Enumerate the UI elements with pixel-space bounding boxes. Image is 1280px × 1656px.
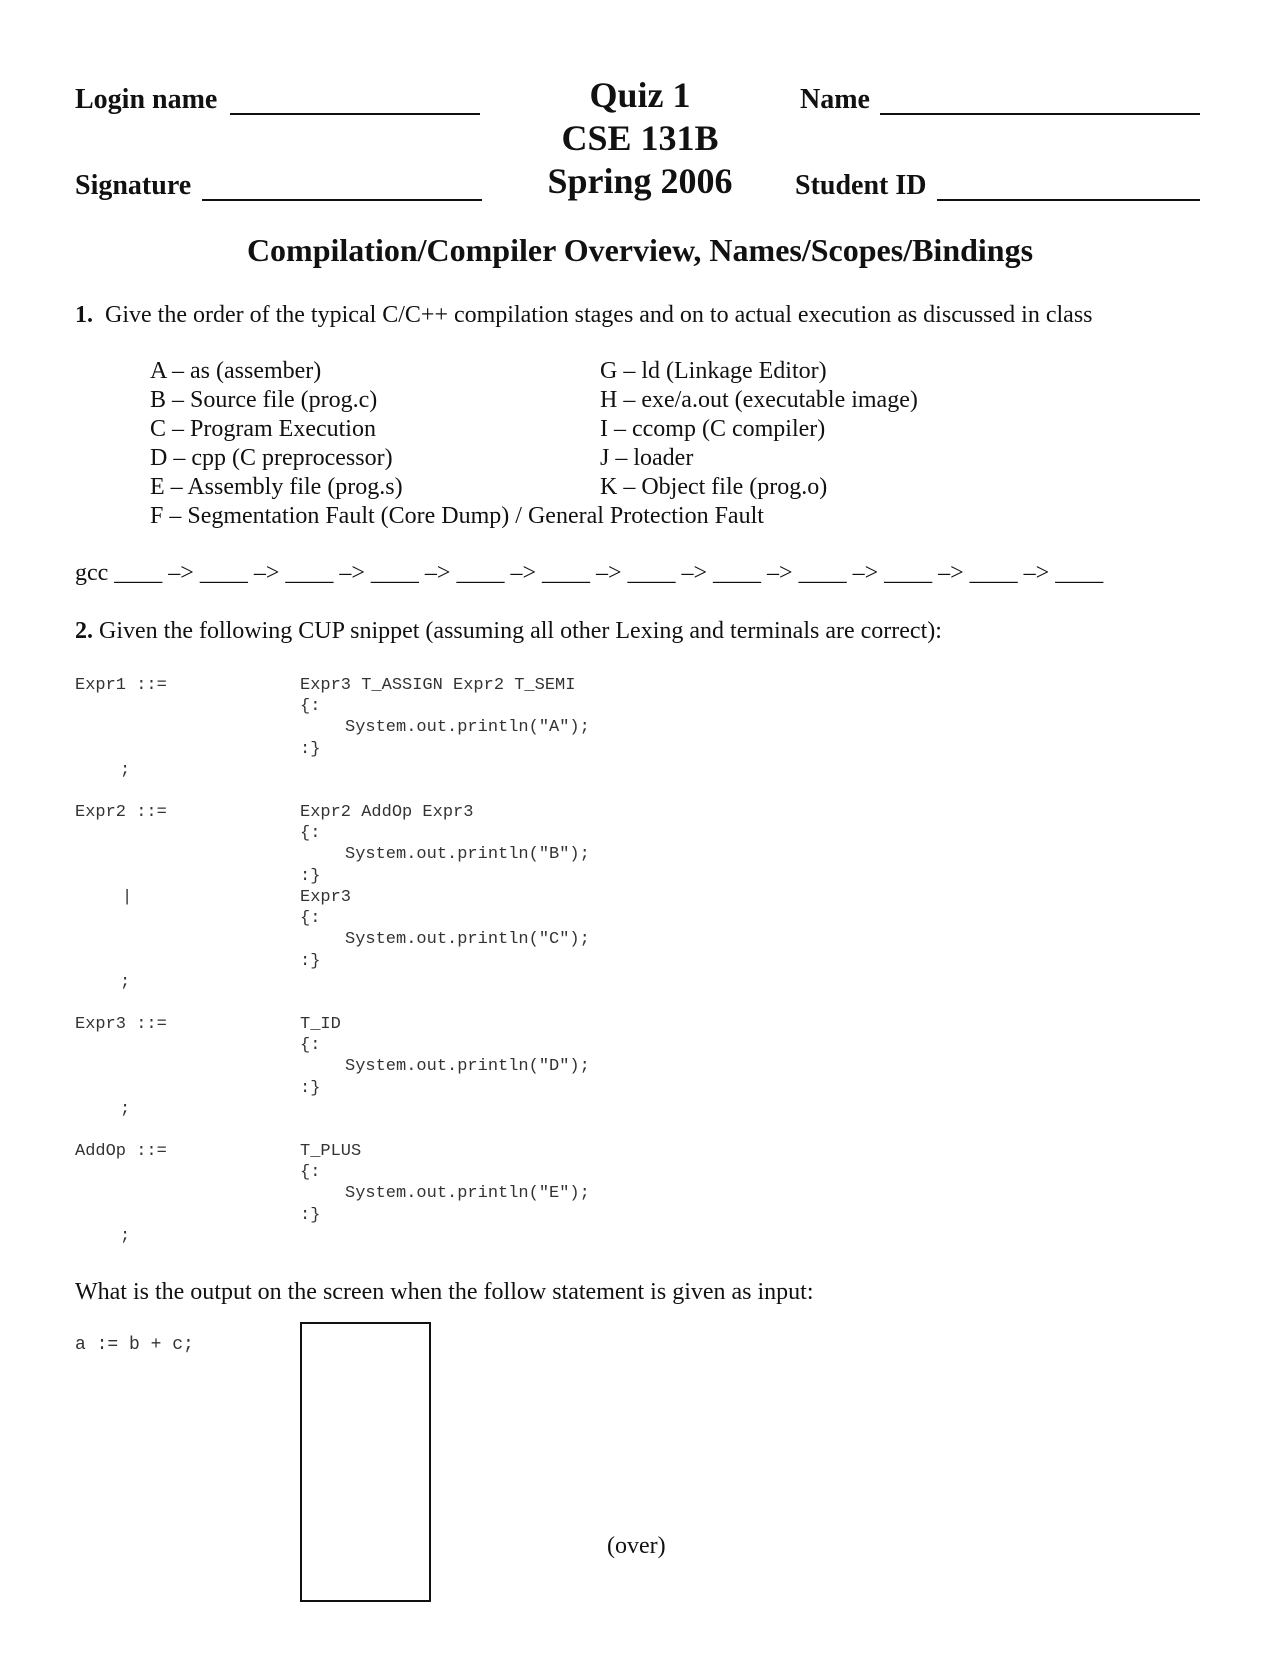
- gcc-answer-line[interactable]: gcc ____ –> ____ –> ____ –> ____ –> ____ –> ____ –> ____ –> ____ –> ____ –> ____ –> ____ –> ____: [75, 560, 1104, 586]
- code-expr3-close: :}: [300, 1079, 321, 1098]
- quiz-title-line-1: Quiz 1: [589, 75, 691, 115]
- input-statement: a := b + c;: [75, 1335, 194, 1355]
- option-b: B – Source file (prog.c): [150, 387, 378, 413]
- code-expr3-rule: T_ID: [300, 1015, 341, 1034]
- over-note: (over): [607, 1533, 666, 1559]
- code-expr1-rule: Expr3 T_ASSIGN Expr2 T_SEMI: [300, 676, 576, 695]
- option-f: F – Segmentation Fault (Core Dump) / General Protection Fault: [150, 503, 764, 529]
- option-c: C – Program Execution: [150, 416, 376, 442]
- code-expr2-open2: {:: [300, 909, 321, 928]
- signature-field[interactable]: [202, 199, 482, 201]
- code-expr1-lhs: Expr1 ::=: [75, 676, 167, 695]
- code-expr3-lhs: Expr3 ::=: [75, 1015, 167, 1034]
- option-a: A – as (assember): [150, 358, 322, 384]
- login-name-field[interactable]: [230, 113, 480, 115]
- question-2-prompt: Given the following CUP snippet (assuming all other Lexing and terminals are correct):: [99, 618, 942, 644]
- student-id-field[interactable]: [937, 199, 1200, 201]
- code-addop-open: {:: [300, 1163, 321, 1182]
- code-expr3-action: System.out.println("D");: [345, 1057, 590, 1076]
- answer-box[interactable]: [300, 1322, 431, 1602]
- code-expr2-action1: System.out.println("B");: [345, 845, 590, 864]
- code-alt-bar: |: [122, 888, 133, 907]
- option-h: H – exe/a.out (executable image): [600, 387, 918, 413]
- code-expr1-action: System.out.println("A");: [345, 718, 590, 737]
- option-g: G – ld (Linkage Editor): [600, 358, 827, 384]
- quiz-title: [520, 74, 760, 203]
- code-expr2-action2: System.out.println("C");: [345, 930, 590, 949]
- options-right: [600, 357, 918, 502]
- option-i: I – ccomp (C compiler): [600, 416, 826, 442]
- question-2: [75, 618, 942, 645]
- code-expr1-semi: ;: [120, 761, 131, 780]
- option-e: E – Assembly file (prog.s): [150, 474, 403, 500]
- option-d: D – cpp (C preprocessor): [150, 445, 393, 471]
- code-expr2-semi: ;: [120, 973, 131, 992]
- code-addop-rule: T_PLUS: [300, 1142, 362, 1161]
- name-field[interactable]: [880, 113, 1200, 115]
- code-expr1-open: {:: [300, 697, 321, 716]
- code-expr2-close2: :}: [300, 952, 321, 971]
- code-expr3-semi: ;: [120, 1100, 131, 1119]
- question-1-prompt: Give the order of the typical C/C++ compilation stages and on to actual execution as discussed in class: [105, 302, 1093, 328]
- output-prompt: What is the output on the screen when the follow statement is given as input:: [75, 1279, 814, 1305]
- login-name-label: Login name: [75, 84, 218, 115]
- code-addop-close: :}: [300, 1206, 321, 1225]
- code-addop-semi: ;: [120, 1227, 131, 1246]
- code-expr2-rule2: Expr3: [300, 888, 352, 907]
- code-expr2-close1: :}: [300, 867, 321, 886]
- student-id-label: Student ID: [795, 170, 927, 201]
- quiz-title-line-3: Spring 2006: [547, 161, 733, 201]
- question-2-number: 2.: [75, 618, 93, 644]
- code-expr2-open1: {:: [300, 824, 321, 843]
- code-addop-action: System.out.println("E");: [345, 1184, 590, 1203]
- section-title: Compilation/Compiler Overview, Names/Scopes/Bindings: [246, 232, 1034, 268]
- question-1: [75, 302, 1093, 329]
- option-k: K – Object file (prog.o): [600, 474, 828, 500]
- code-expr2-lhs: Expr2 ::=: [75, 803, 167, 822]
- name-label: Name: [800, 84, 870, 115]
- code-expr2-rule1: Expr2 AddOp Expr3: [300, 803, 474, 822]
- signature-label: Signature: [75, 170, 192, 201]
- code-addop-lhs: AddOp ::=: [75, 1142, 167, 1161]
- option-j: J – loader: [600, 445, 694, 471]
- quiz-title-line-2: CSE 131B: [561, 118, 719, 158]
- question-1-number: 1.: [75, 302, 93, 328]
- code-expr1-close: :}: [300, 740, 321, 759]
- code-expr3-open: {:: [300, 1036, 321, 1055]
